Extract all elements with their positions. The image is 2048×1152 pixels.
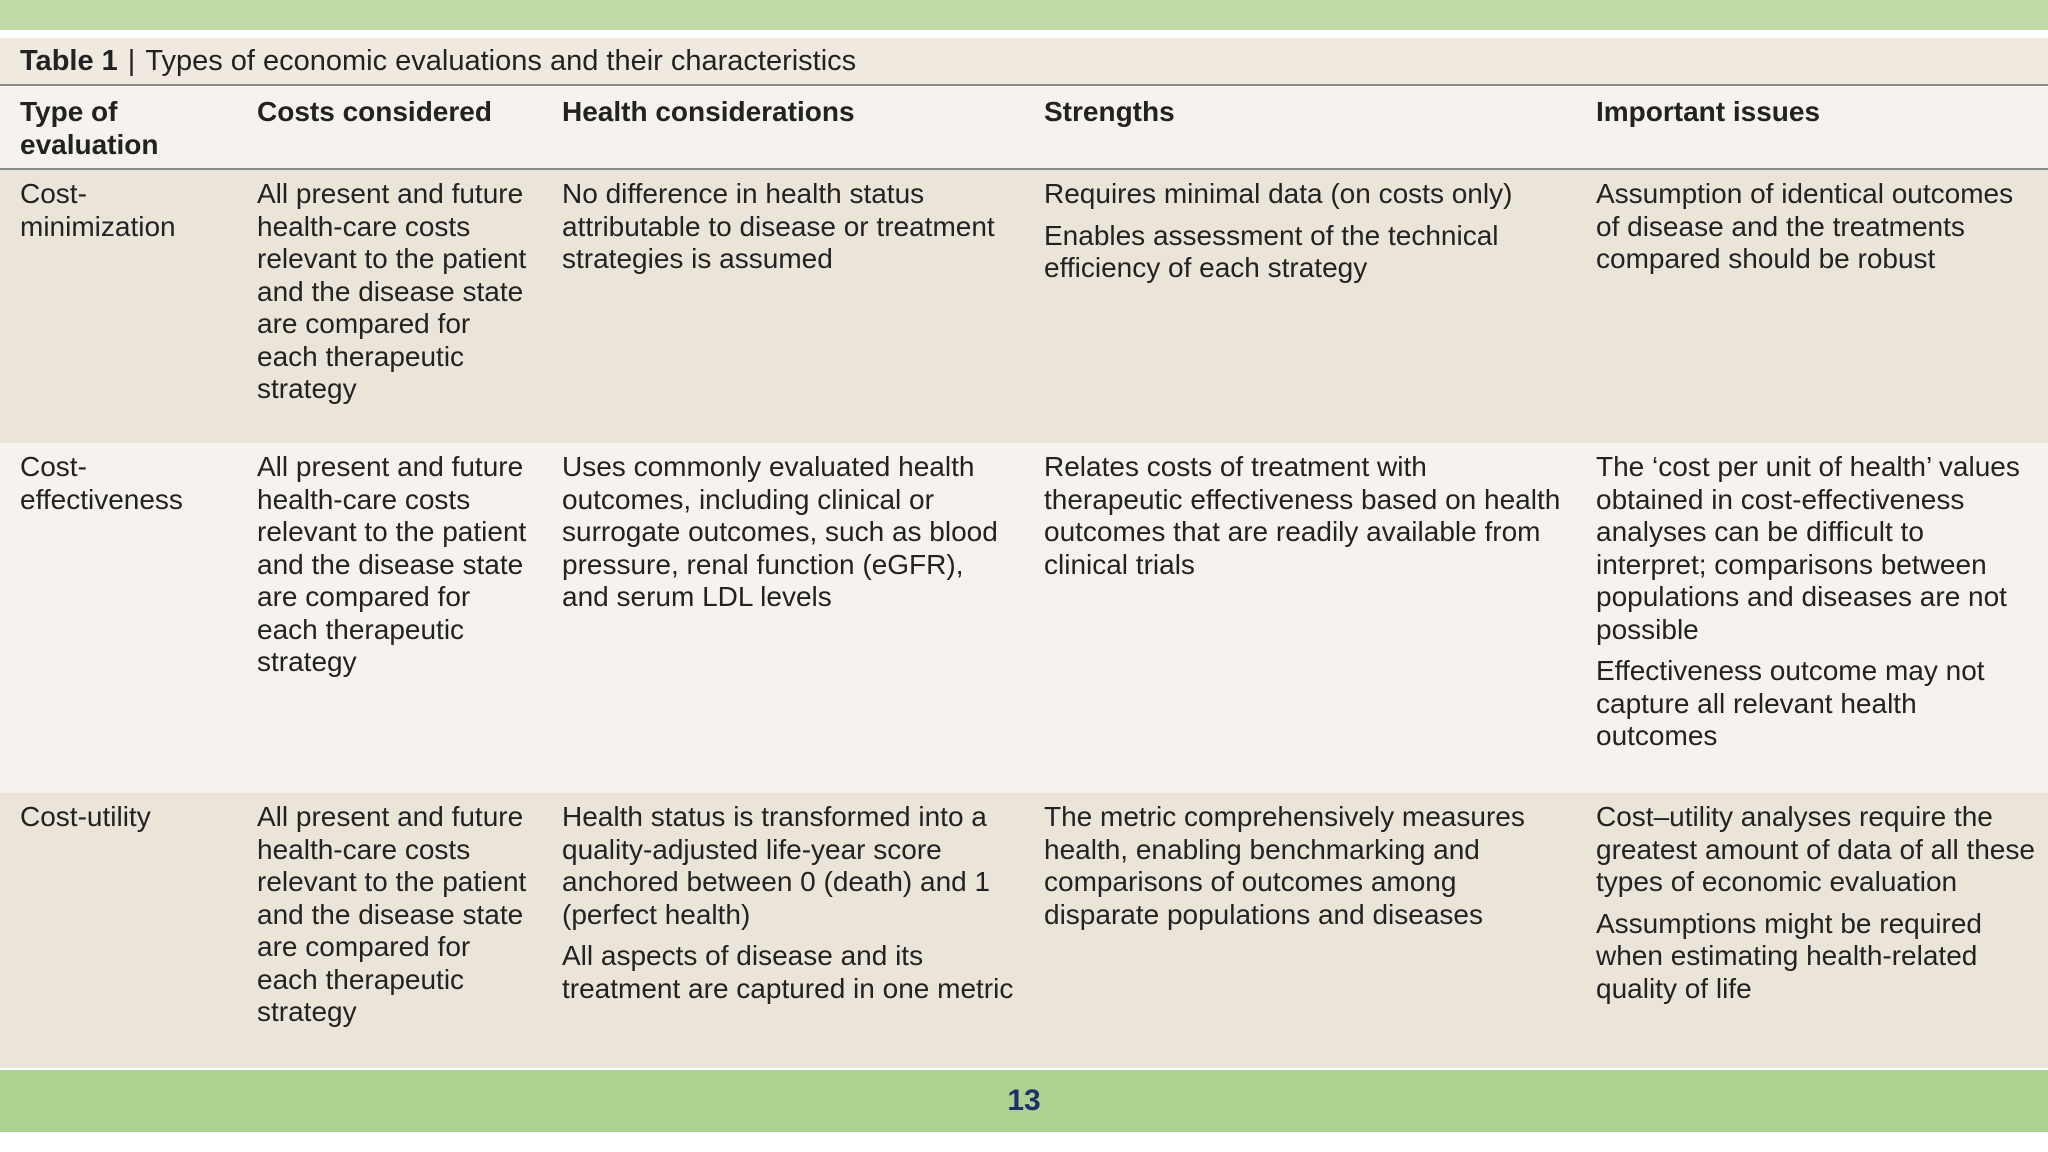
cell-strengths bbox=[1024, 793, 1576, 1068]
cell-strengths bbox=[1024, 443, 1576, 793]
cell-paragraph: Uses commonly evaluated health outcomes, including clinical or surrogate outcomes, such as blood pressure, renal function (eGFR), and serum LDL levels bbox=[562, 451, 998, 612]
cell-paragraph: Cost–utility analyses require the greatest amount of data of all these types of economic evaluation bbox=[1596, 801, 2035, 897]
table-row-cost-utility bbox=[0, 793, 2048, 1068]
column-header-health: Health considerations bbox=[562, 96, 855, 127]
cell-health bbox=[542, 443, 1024, 793]
cell-paragraph: Health status is transformed into a quality-adjusted life-year score anchored between 0 (death) and 1 (perfect health) bbox=[562, 801, 991, 930]
footer-band bbox=[0, 1070, 2048, 1132]
cell-paragraph: Requires minimal data (on costs only) bbox=[1044, 178, 1513, 209]
cell-paragraph: Effectiveness outcome may not capture all relevant health outcomes bbox=[1596, 655, 1985, 751]
cell-paragraph: Relates costs of treatment with therapeutic effectiveness based on health outcomes that are readily available from clinical trials bbox=[1044, 451, 1561, 580]
table-row-cost-minimization bbox=[0, 170, 2048, 443]
economic-evaluations-table bbox=[0, 38, 2048, 1068]
column-header-costs: Costs considered bbox=[257, 96, 492, 127]
cell-costs: All present and future health-care costs relevant to the patient and the disease state are compared for each therapeutic strategy bbox=[257, 801, 527, 1027]
cell-type: Cost-minimization bbox=[20, 178, 176, 242]
cell-paragraph: All aspects of disease and its treatment are captured in one metric bbox=[562, 940, 1014, 1004]
cell-paragraph: Enables assessment of the technical efficiency of each strategy bbox=[1044, 219, 1499, 283]
cell-health bbox=[542, 170, 1024, 443]
cell-paragraph: The ‘cost per unit of health’ values obtained in cost-effectiveness analyses can be difficult to interpret; comparisons between populations and diseases are not possible bbox=[1596, 451, 2020, 645]
cell-strengths bbox=[1024, 170, 1576, 443]
cell-issues bbox=[1576, 793, 2048, 1068]
column-header-issues: Important issues bbox=[1596, 96, 1821, 127]
cell-paragraph: No difference in health status attributable to disease or treatment strategies is assumed bbox=[562, 178, 995, 274]
cell-type: Cost-utility bbox=[20, 801, 151, 832]
cell-health bbox=[542, 793, 1024, 1068]
cell-costs: All present and future health-care costs relevant to the patient and the disease state are compared for each therapeutic strategy bbox=[257, 451, 527, 677]
cell-paragraph: Assumption of identical outcomes of disease and the treatments compared should be robust bbox=[1596, 178, 2014, 274]
table-caption bbox=[0, 38, 2048, 86]
table-caption-title: Types of economic evaluations and their characteristics bbox=[145, 44, 857, 77]
column-header-type: Type of evaluation bbox=[20, 96, 159, 160]
cell-costs: All present and future health-care costs relevant to the patient and the disease state are compared for each therapeutic strategy bbox=[257, 178, 527, 404]
column-header-strengths: Strengths bbox=[1044, 96, 1175, 127]
cell-paragraph: The metric comprehensively measures health, enabling benchmarking and comparisons of outcomes among disparate populations and diseases bbox=[1044, 801, 1525, 930]
cell-issues bbox=[1576, 443, 2048, 793]
top-accent-band bbox=[0, 0, 2048, 30]
page-number: 13 bbox=[1007, 1084, 1041, 1117]
table-row-cost-effectiveness bbox=[0, 443, 2048, 793]
table-header-row bbox=[0, 86, 2048, 170]
table-caption-label: Table 1 bbox=[20, 44, 118, 77]
cell-issues bbox=[1576, 170, 2048, 443]
table-caption-separator: | bbox=[127, 44, 136, 77]
cell-paragraph: Assumptions might be required when estimating health-related quality of life bbox=[1596, 907, 1982, 1004]
cell-type: Cost-effectiveness bbox=[20, 451, 183, 515]
